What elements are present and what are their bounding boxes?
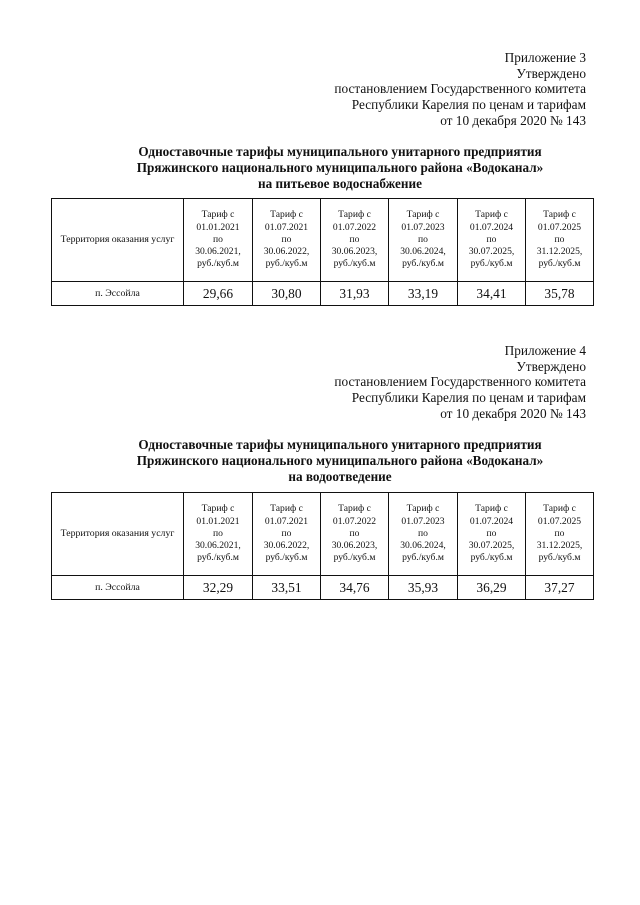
period-start: 01.07.2023 xyxy=(401,515,445,527)
tariff-value-cell: 33,51 xyxy=(253,576,321,600)
approval-date: от 10 декабря 2020 № 143 xyxy=(440,112,586,128)
territory-header: Территория оказания услуг xyxy=(52,199,184,282)
territory-cell: п. Эссойла xyxy=(52,282,184,306)
tariff-period-header xyxy=(389,199,458,282)
period-unit: руб./куб.м xyxy=(402,552,444,564)
tariff-period-header xyxy=(526,493,594,576)
tariff-title-line-1: Одноставочные тарифы муниципального унитарного предприятия xyxy=(138,436,542,452)
tariff-table xyxy=(51,198,594,306)
approval-authority: постановлением Государственного комитета xyxy=(334,81,586,97)
period-prefix: Тариф с xyxy=(543,503,576,515)
tariff-value-cell: 29,66 xyxy=(184,282,253,306)
period-start: 01.07.2023 xyxy=(401,221,445,233)
period-to: по xyxy=(349,527,360,539)
period-unit: руб./куб.м xyxy=(333,552,376,564)
table-header-row xyxy=(52,199,594,282)
annex-3 xyxy=(0,50,640,301)
period-unit: руб./куб.м xyxy=(402,258,444,270)
annex-number: Приложение 3 xyxy=(504,50,586,65)
period-end: 30.07.2025, xyxy=(468,246,515,258)
tariff-value-cell: 36,29 xyxy=(458,576,526,600)
territory-cell: п. Эссойла xyxy=(52,576,184,600)
period-unit: руб./куб.м xyxy=(265,552,308,564)
period-prefix: Тариф с xyxy=(201,503,235,515)
period-end: 30.06.2022, xyxy=(263,540,310,552)
tariff-value-cell: 31,93 xyxy=(321,282,389,306)
period-to: по xyxy=(554,233,565,245)
period-to: по xyxy=(213,233,223,245)
tariff-value-cell: 34,76 xyxy=(321,576,389,600)
period-to: по xyxy=(486,527,497,539)
period-unit: руб./куб.м xyxy=(197,258,239,270)
period-end: 30.07.2025, xyxy=(468,540,515,552)
tariff-period-header xyxy=(253,493,321,576)
period-prefix: Тариф с xyxy=(475,503,508,515)
period-to: по xyxy=(213,527,223,539)
period-start: 01.07.2025 xyxy=(537,515,582,527)
period-prefix: Тариф с xyxy=(201,209,235,221)
tariff-value-cell: 35,93 xyxy=(389,576,458,600)
approval-authority-cont: Республики Карелия по ценам и тарифам xyxy=(351,390,586,406)
tariff-period-header xyxy=(321,493,389,576)
annex-4 xyxy=(0,343,640,595)
period-unit: руб./куб.м xyxy=(538,552,581,564)
approval-word: Утверждено xyxy=(516,358,586,374)
tariff-title-line-3: на водоотведение xyxy=(288,468,392,484)
tariff-value-cell: 35,78 xyxy=(526,282,594,306)
tariff-period-header xyxy=(526,199,594,282)
table-row xyxy=(52,576,594,600)
tariff-value-cell: 37,27 xyxy=(526,576,594,600)
period-prefix: Тариф с xyxy=(406,503,440,515)
tariff-title-line-2: Пряжинского национального муниципального района «Водоканал» xyxy=(136,159,544,175)
period-prefix: Тариф с xyxy=(270,209,303,221)
period-start: 01.07.2024 xyxy=(469,221,514,233)
period-end: 30.06.2021, xyxy=(195,246,241,258)
tariff-title-line-3: на питьевое водоснабжение xyxy=(258,175,422,191)
period-to: по xyxy=(486,233,497,245)
period-to: по xyxy=(418,233,428,245)
tariff-title-line-1: Одноставочные тарифы муниципального унитарного предприятия xyxy=(138,143,542,159)
tariff-title xyxy=(0,144,640,192)
period-start: 01.01.2021 xyxy=(196,515,240,527)
approval-authority: постановлением Государственного комитета xyxy=(334,374,586,390)
tariff-period-header xyxy=(184,199,253,282)
period-prefix: Тариф с xyxy=(338,209,371,221)
period-end: 30.06.2022, xyxy=(263,246,310,258)
period-start: 01.07.2025 xyxy=(537,221,582,233)
period-prefix: Тариф с xyxy=(543,209,576,221)
tariff-period-header xyxy=(321,199,389,282)
period-end: 30.06.2024, xyxy=(400,246,446,258)
tariff-period-header xyxy=(458,199,526,282)
tariff-table xyxy=(51,492,594,600)
period-prefix: Тариф с xyxy=(475,209,508,221)
period-to: по xyxy=(554,527,565,539)
approval-block xyxy=(0,50,586,129)
period-end: 31.12.2025, xyxy=(536,246,583,258)
tariff-title xyxy=(0,437,640,485)
period-start: 01.07.2024 xyxy=(469,515,514,527)
period-unit: руб./куб.м xyxy=(538,258,581,270)
period-prefix: Тариф с xyxy=(406,209,440,221)
approval-authority-cont: Республики Карелия по ценам и тарифам xyxy=(351,97,586,113)
approval-word: Утверждено xyxy=(516,65,586,81)
annex-number: Приложение 4 xyxy=(504,343,586,358)
table-row xyxy=(52,282,594,306)
period-start: 01.07.2021 xyxy=(264,515,309,527)
tariff-period-header xyxy=(253,199,321,282)
period-end: 30.06.2024, xyxy=(400,540,446,552)
period-prefix: Тариф с xyxy=(338,503,371,515)
period-to: по xyxy=(418,527,428,539)
period-unit: руб./куб.м xyxy=(265,258,308,270)
period-end: 31.12.2025, xyxy=(536,540,583,552)
table-header-row xyxy=(52,493,594,576)
approval-date: от 10 декабря 2020 № 143 xyxy=(440,405,586,421)
period-unit: руб./куб.м xyxy=(470,552,513,564)
period-start: 01.07.2022 xyxy=(332,221,377,233)
tariff-value-cell: 33,19 xyxy=(389,282,458,306)
period-to: по xyxy=(281,233,292,245)
period-end: 30.06.2023, xyxy=(331,246,378,258)
tariff-value-cell: 30,80 xyxy=(253,282,321,306)
period-to: по xyxy=(349,233,360,245)
tariff-period-header xyxy=(389,493,458,576)
period-to: по xyxy=(281,527,292,539)
approval-block xyxy=(0,343,586,422)
tariff-period-header xyxy=(184,493,253,576)
tariff-value-cell: 32,29 xyxy=(184,576,253,600)
tariff-period-header xyxy=(458,493,526,576)
period-end: 30.06.2021, xyxy=(195,540,241,552)
period-start: 01.01.2021 xyxy=(196,221,240,233)
period-unit: руб./куб.м xyxy=(333,258,376,270)
tariff-value-cell: 34,41 xyxy=(458,282,526,306)
period-end: 30.06.2023, xyxy=(331,540,378,552)
period-unit: руб./куб.м xyxy=(197,552,239,564)
period-unit: руб./куб.м xyxy=(470,258,513,270)
tariff-title-line-2: Пряжинского национального муниципального района «Водоканал» xyxy=(136,452,544,468)
period-start: 01.07.2022 xyxy=(332,515,377,527)
period-start: 01.07.2021 xyxy=(264,221,309,233)
territory-header: Территория оказания услуг xyxy=(52,493,184,576)
period-prefix: Тариф с xyxy=(270,503,303,515)
